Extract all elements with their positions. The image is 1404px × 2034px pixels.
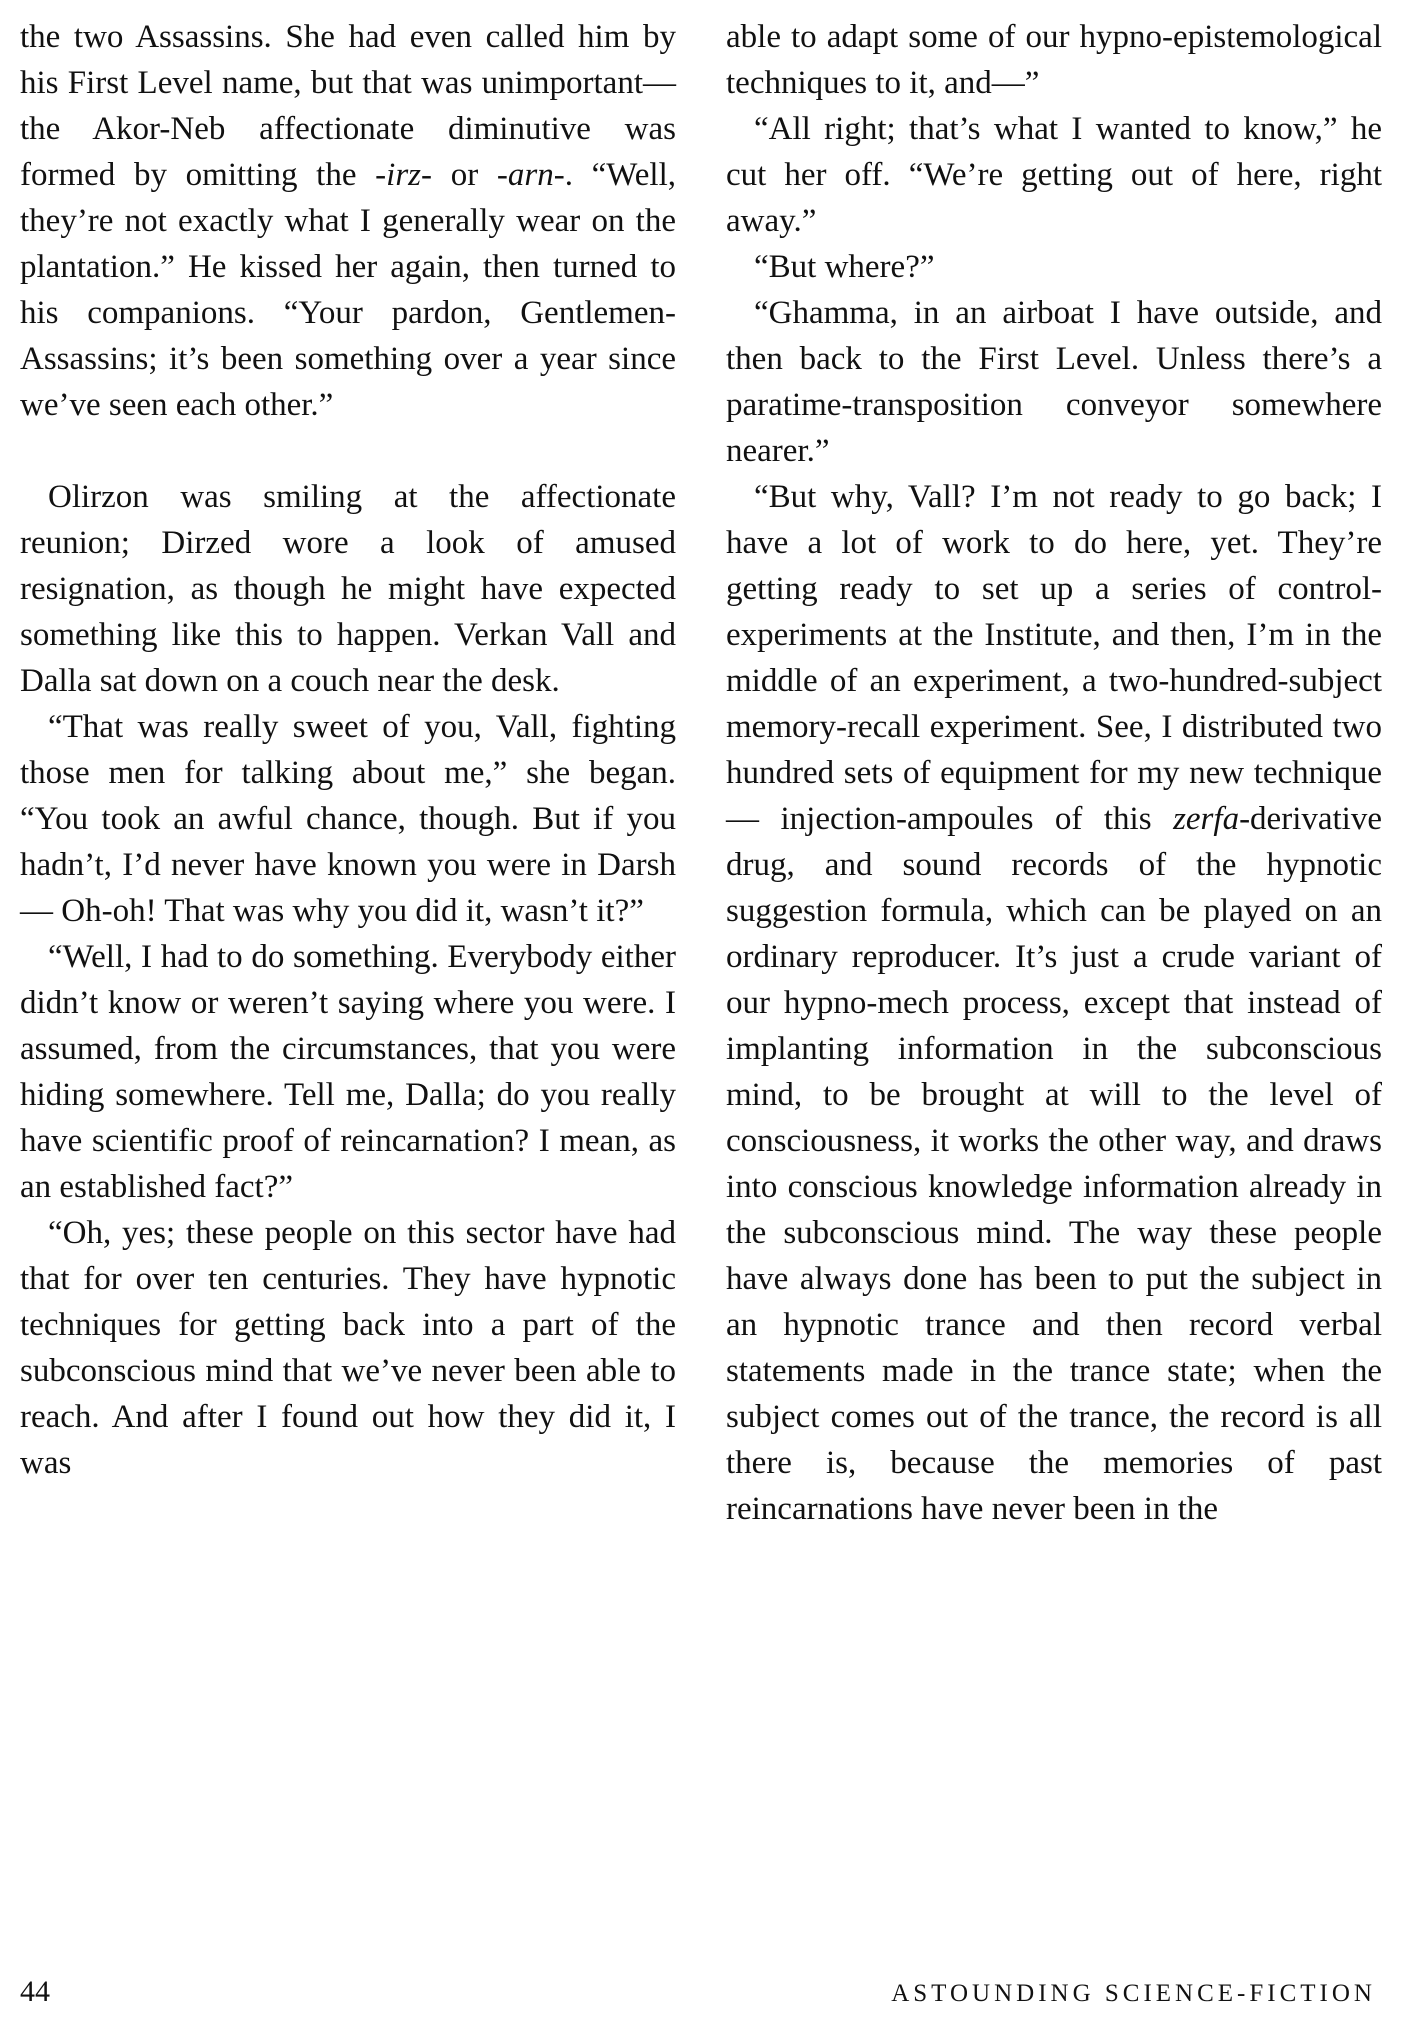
left-paragraph-3: “That was really sweet of you, Vall, fighting those men for talking about me,” she began. “You took an awful chance, though. But if you hadn’t, I’d never have known you were in Darsh— Oh-oh! That was why you did it, wasn’t it?”: [20, 709, 676, 929]
right-p5-text: “But why, Vall? I’m not ready to go back; I have a lot of work to do here, yet. They’re getting ready to set up a series of control-experiments at the Institute, and then, I’m in the middle of an experiment, a two-hundred-subject memory-recall experiment. See, I distributed two hundred sets of equipment for my new technique — injection-ampoules of this: [726, 479, 1382, 837]
left-p1-connector: or: [432, 157, 497, 193]
right-column: [726, 14, 1382, 1532]
right-p5-text-end: -derivative drug, and sound records of the hypnotic suggestion formula, which can be played on an ordinary reproducer. It’s just a crude variant of our hypno-mech process, except that instead of implanting information in the subconscious mind, to be brought at will to the level of consciousness, it works the other way, and draws into conscious knowledge information already in the subconscious mind. The way these people have always done has been to put the subject in an hypnotic trance and then record verbal statements made in the trance state; when the subject comes out of the trance, the record is all there is, because the memories of past reincarnations have never been in the: [726, 801, 1382, 1527]
right-paragraph-5: [726, 474, 1382, 1532]
right-paragraph-1: able to adapt some of our hypno-epistemological techniques to it, and—”: [726, 19, 1382, 101]
running-title: ASTOUNDING SCIENCE-FICTION: [891, 1980, 1376, 2007]
right-paragraph-2: “All right; that’s what I wanted to know,” he cut her off. “We’re getting out of here, right away.”: [726, 111, 1382, 239]
left-paragraph-1: [20, 14, 676, 428]
left-p1-italic-irz: -irz-: [375, 157, 433, 193]
right-paragraph-3: “But where?”: [754, 249, 935, 285]
right-paragraph-4: “Ghamma, in an airboat I have outside, and then back to the First Level. Unless there’s a paratime-transposition conveyor somewhere nearer.”: [726, 295, 1382, 469]
left-column: [20, 14, 676, 1486]
left-p1-text: the two Assassins. She had even called him by his First Level name, but that was unimportant—the Akor-Neb affectionate diminutive was formed by omitting the: [20, 19, 676, 193]
page-number: 44: [20, 1975, 50, 2008]
left-paragraph-5: “Oh, yes; these people on this sector have had that for over ten centuries. They have hypnotic techniques for getting back into a part of the subconscious mind that we’ve never been able to reach. And after I found out how they did it, I was: [20, 1215, 676, 1481]
left-paragraph-2: Olirzon was smiling at the affectionate reunion; Dirzed wore a look of amused resignation, as though he might have expected something like this to happen. Verkan Vall and Dalla sat down on a couch near the desk.: [20, 479, 676, 699]
right-p5-italic-zerfa: zerfa: [1173, 801, 1240, 837]
left-p1-text-end: . “Well, they’re not exactly what I generally wear on the plantation.” He kissed her again, then turned to his companions. “Your pardon, Gentlemen-Assassins; it’s been something over a year since we’ve seen each other.”: [20, 157, 676, 423]
left-p1-italic-arn: -arn-: [496, 157, 565, 193]
left-paragraph-4: “Well, I had to do something. Everybody either didn’t know or weren’t saying where you were. I assumed, from the circumstances, that you were hiding somewhere. Tell me, Dalla; do you really have scientific proof of reincarnation? I mean, as an established fact?”: [20, 939, 676, 1205]
